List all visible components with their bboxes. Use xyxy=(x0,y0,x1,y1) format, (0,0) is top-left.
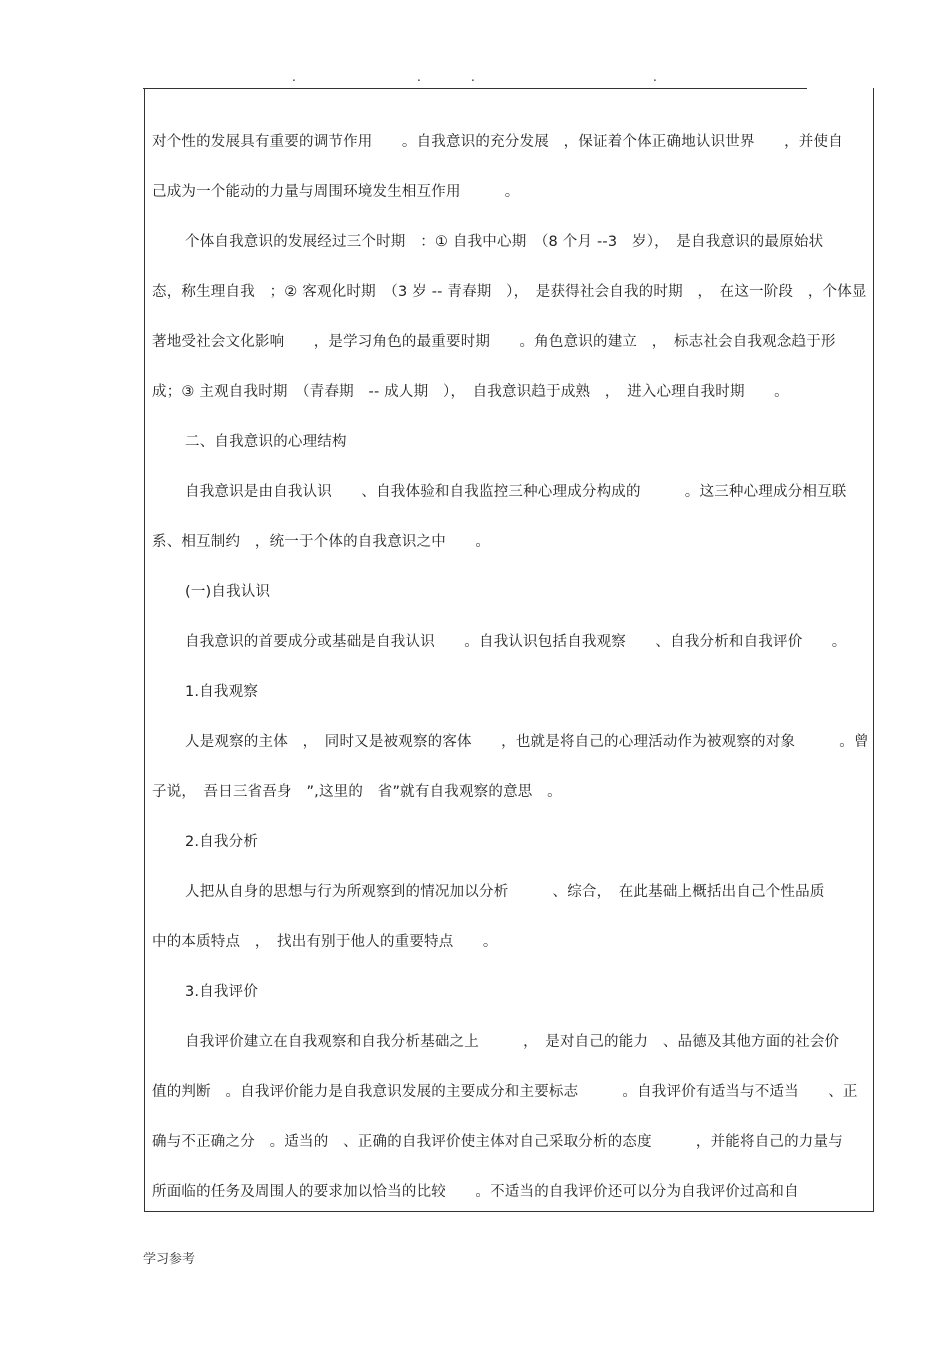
subsection-heading: (一)自我认识 xyxy=(185,584,271,600)
paragraph-line: 所面临的任务及周围人的要求加以恰当的比较 。不适当的自我评价还可以分为自我评价过高和自 xyxy=(152,1184,799,1200)
item-heading: 1.自我观察 xyxy=(185,684,259,700)
paragraph-line: 己成为一个能动的力量与周围环境发生相互作用 。 xyxy=(152,184,520,200)
header-dot: . xyxy=(653,70,657,84)
item-heading: 3.自我评价 xyxy=(185,984,259,1000)
paragraph-line: 对个性的发展具有重要的调节作用 。自我意识的充分发展 ，保证着个体正确地认识世界 ，并使自 xyxy=(152,134,843,150)
paragraph-line: 确与不正确之分 。适当的 、正确的自我评价使主体对自己采取分析的态度 ，并能将自己的力量与 xyxy=(152,1134,843,1150)
paragraph-line: 自我意识的首要成分或基础是自我认识 。自我认识包括自我观察 、自我分析和自我评价 。 xyxy=(185,634,847,650)
item-heading: 2.自我分析 xyxy=(185,834,259,850)
paragraph-line: 人把从自身的思想与行为所观察到的情况加以分析 、综合， 在此基础上概括出自己个性品质 xyxy=(185,884,825,900)
paragraph-line: 自我意识是由自我认识 、自我体验和自我监控三种心理成分构成的 。这三种心理成分相互联 xyxy=(185,484,847,500)
header-dots xyxy=(143,70,807,90)
header-dot: . xyxy=(417,70,421,84)
paragraph-line: 系、相互制约 ，统一于个体的自我意识之中 。 xyxy=(152,534,491,550)
document-body xyxy=(152,129,868,1229)
paragraph-line: 个体自我意识的发展经过三个时期 ：① 自我中心期 （8 个月 --3 岁）， 是自我意识的最原始状 xyxy=(185,234,824,250)
paragraph-line: 态，称生理自我 ；② 客观化时期 （3 岁 -- 青春期 ）， 是获得社会自我的时期 ， 在这一阶段 ，个体显 xyxy=(152,284,867,300)
page-footer: 学习参考 xyxy=(143,1252,196,1267)
paragraph-line: 成；③ 主观自我时期 （青春期 -- 成人期 ）， 自我意识趋于成熟 ， 进入心理自我时期 。 xyxy=(152,384,789,400)
paragraph-line: 值的判断 。自我评价能力是自我意识发展的主要成分和主要标志 。自我评价有适当与不适当 、正 xyxy=(152,1084,858,1100)
paragraph-line: 子说， 吾日三省吾身 ”,这里的 省”就有自我观察的意思 。 xyxy=(152,784,562,800)
paragraph-line: 人是观察的主体 ， 同时又是被观察的客体 ，也就是将自己的心理活动作为被观察的对象 。曾 xyxy=(185,734,869,750)
header-dot: . xyxy=(471,70,475,84)
section-heading: 二、自我意识的心理结构 xyxy=(185,434,347,450)
paragraph-line: 中的本质特点 ， 找出有别于他人的重要特点 。 xyxy=(152,934,498,950)
paragraph-line: 自我评价建立在自我观察和自我分析基础之上 ， 是对自己的能力 、品德及其他方面的社会价 xyxy=(185,1034,840,1050)
paragraph-line: 著地受社会文化影响 ，是学习角色的最重要时期 。角色意识的建立 ， 标志社会自我观念趋于形 xyxy=(152,334,836,350)
header-dot: . xyxy=(292,70,296,84)
